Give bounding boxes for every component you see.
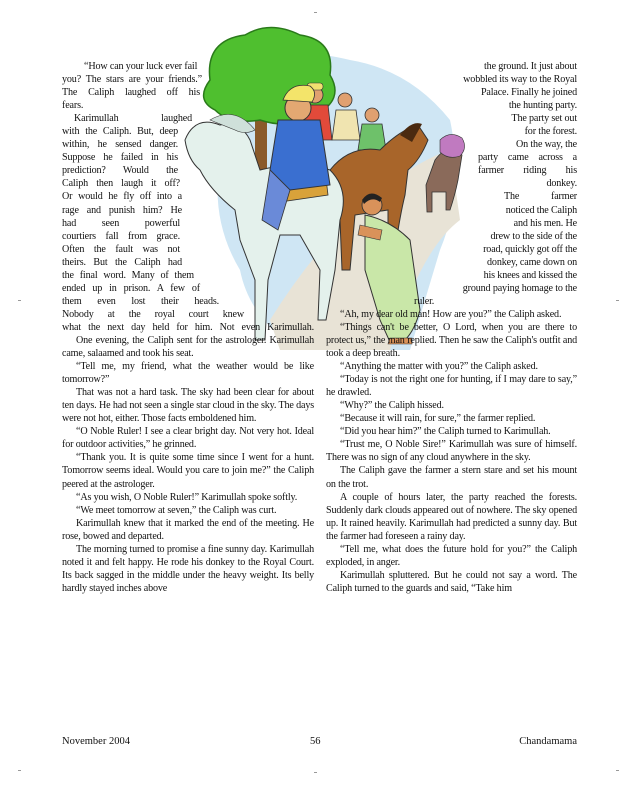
text-line: “How can your luck ever fail: [84, 61, 198, 72]
left-column: [62, 60, 314, 595]
text-line: his knees and kissed the: [483, 269, 577, 281]
text-line: the ground. It just about: [484, 61, 577, 72]
paragraph: “Today is not the right one for hunting, if I may dare to say,” he drawled.: [326, 374, 577, 399]
paragraph: “Tell me, what does the future hold for you?” the Caliph exploded, in anger.: [326, 543, 577, 568]
text-line: Palace. Finally he joined: [480, 87, 577, 99]
paragraph: “As you wish, O Noble Ruler!” Karimullah spoke softly.: [76, 491, 298, 503]
text-line: noticed the Caliph: [505, 204, 577, 216]
paragraph: “Because it will rain, for sure,” the farmer replied.: [340, 413, 536, 425]
text-line: wobbled its way to the Royal: [463, 74, 577, 86]
text-line: Often the fault was not: [62, 243, 180, 255]
footer-date: November 2004: [62, 736, 130, 747]
text-line: the hunting party.: [508, 100, 577, 112]
text-line: farmer riding his: [478, 165, 577, 177]
paragraph: That was not a hard task. The sky had been clear for about ten days. He had not seen a single star cloud in the sky. The days were not hot, either. Those facts emboldened him.: [62, 387, 314, 425]
text-line: Nobody at the royal court knew: [62, 308, 244, 320]
text-line: what the next day held for him. Not even Karimullah.: [62, 321, 314, 333]
text-line: The farmer: [504, 191, 577, 203]
magazine-name: Chandamama: [519, 736, 577, 747]
paragraph: “We meet tomorrow at seven,” the Caliph was curt.: [76, 504, 277, 516]
page-number: 56: [310, 736, 321, 747]
paragraph: One evening, the Caliph sent for the astrologer. Karimullah came, salaamed and took his seat.: [62, 334, 314, 360]
text-line: rage and punish him? He: [62, 204, 182, 216]
crop-mark: [314, 12, 317, 13]
paragraph: “Anything the matter with you?” the Caliph asked.: [340, 361, 538, 373]
text-line: ruler.: [414, 295, 435, 307]
text-line: theirs. But the Caliph had: [62, 256, 182, 268]
paragraph: “Things can't be better, O Lord, when you are there to protect us,” the man replied. Then he saw the Caliph's outfit and took a deep breath.: [326, 321, 577, 360]
paragraph: The morning turned to promise a fine sunny day. Karimullah noted it and felt happy. He rode his donkey to the Royal Court. Its back sagged in the middle under the heavy weight. Its belly hardly stayed inches above: [62, 543, 314, 594]
crop-mark: [314, 772, 317, 773]
text-line: within, he sensed danger.: [62, 139, 178, 151]
text-line: The Caliph laughed off his: [62, 87, 200, 99]
text-line: courtiers fall from grace.: [62, 230, 180, 242]
paragraph: “Tell me, my friend, what the weather would be like tomorrow?”: [62, 361, 314, 386]
text-line: prediction? Would the: [62, 165, 178, 177]
crop-mark: [18, 300, 21, 301]
text-line: the final word. Many of them: [62, 269, 194, 281]
text-line: donkey, came down on: [487, 256, 577, 268]
text-line: Karimullah laughed: [74, 113, 192, 125]
crop-mark: [616, 300, 619, 301]
text-line: On the way, the: [515, 139, 577, 151]
text-line: with the Caliph. But, deep: [62, 126, 178, 138]
paragraph: Karimullah knew that it marked the end of the meeting. He rose, bowed and departed.: [62, 517, 314, 542]
text-line: had seen powerful: [62, 217, 180, 229]
text-line: road, quickly got off the: [483, 243, 577, 255]
paragraph: “Thank you. It is quite some time since I went for a hunt. Tomorrow seems ideal. Would you care to join me?” the Caliph peered at the astrologer.: [62, 452, 314, 490]
text-line: Suppose he failed in his: [62, 152, 178, 164]
paragraph: Karimullah spluttered. But he could not say a word. The Caliph turned to the guards and said, “Take him: [326, 569, 577, 594]
text-line: and his men. He: [513, 217, 577, 229]
paragraph: “Trust me, O Noble Sire!” Karimullah was sure of himself. There was no sign of any cloud anywhere in the sky.: [326, 439, 577, 464]
right-column: [326, 60, 577, 595]
text-line: them even lost their heads.: [62, 295, 219, 307]
paragraph: “Did you hear him?” the Caliph turned to Karimullah.: [340, 426, 551, 438]
text-line: for the forest.: [524, 126, 577, 138]
paragraph: A couple of hours later, the party reached the forests. Suddenly dark clouds appeared out of nowhere. The sky opened up. It rained heavily. Karimullah had predicted a sunny day. But the farmer had foreseen a rainy day.: [326, 491, 577, 542]
crop-mark: [616, 770, 619, 771]
paragraph: “O Noble Ruler! I see a clear bright day. Not very hot. Ideal for outdoor activities,” he grinned.: [62, 426, 314, 451]
paragraph: “Why?” the Caliph hissed.: [340, 400, 444, 412]
text-line: The party set out: [511, 113, 577, 125]
text-line: party came across a: [478, 152, 577, 164]
paragraph: “Ah, my dear old man! How are you?” the Caliph asked.: [340, 308, 562, 320]
paragraph: The Caliph gave the farmer a stern stare and set his mount on the trot.: [326, 465, 577, 490]
text-line: Caliph then laugh it off?: [62, 178, 180, 190]
text-line: ground paying homage to the: [462, 282, 577, 294]
text-line: fears.: [62, 100, 84, 112]
text-line: Or would he fly off into a: [62, 191, 182, 203]
text-line: you? The stars are your friends.”: [62, 74, 202, 86]
crop-mark: [18, 770, 21, 771]
text-line: donkey.: [546, 178, 577, 190]
text-line: ended up in prison. A few of: [62, 282, 200, 294]
text-line: drew to the side of the: [490, 230, 577, 242]
